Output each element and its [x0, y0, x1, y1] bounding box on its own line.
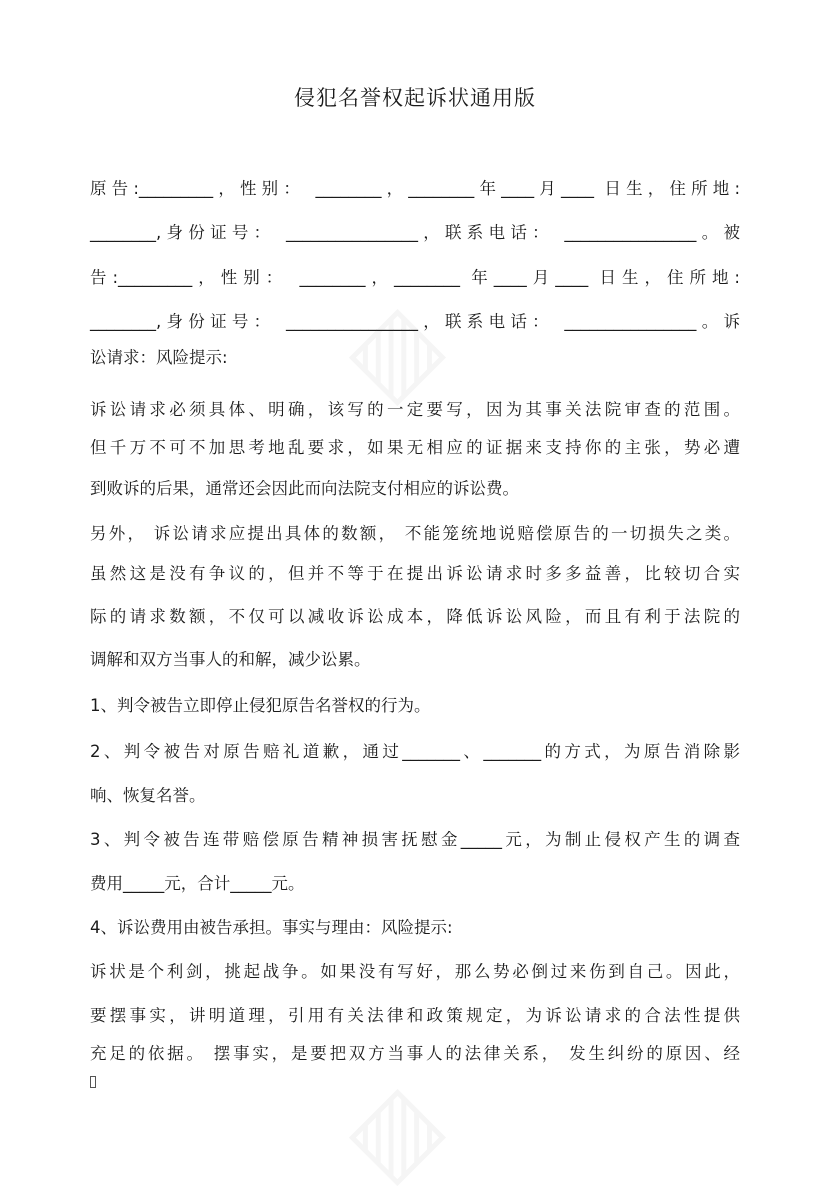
- claims-heading: 讼请求：风险提示:: [90, 348, 228, 367]
- plaintiff-line-1: 原告:_________，性别： ________，________年____月____ 日生，住所地:: [90, 179, 740, 198]
- paragraph-line: 诉状是个利剑，挑起战争。如果没有写好，那么势必倒过来伤到自己。因此，: [90, 962, 740, 981]
- claim-item-3: 3、判令被告连带赔偿原告精神损害抚慰金_____元，为制止侵权产生的调查: [90, 830, 740, 849]
- plaintiff-line-2: ________,身份证号： ________________，联系电话： ________________。被: [90, 223, 740, 242]
- paragraph-line: 另外， 诉讼请求应提出具体的数额， 不能笼统地说赔偿原告的一切损失之类。: [90, 524, 740, 543]
- paragraph-line: 要摆事实，讲明道理，引用有关法律和政策规定，为诉讼请求的合法性提供: [90, 1006, 740, 1025]
- paragraph-line: 但千万不可不加思考地乱要求，如果无相应的证据来支持你的主张，势必遭: [90, 438, 740, 457]
- paragraph-line: 际的请求数额，不仅可以减收诉讼成本，降低诉讼风险，而且有利于法院的: [90, 607, 740, 626]
- defendant-line-1: 告:_________，性别： ________，________ 年____月____ 日生，住所地:: [90, 268, 740, 287]
- watermark: [335, 1065, 469, 1199]
- paragraph-line: 调解和双方当事人的和解，减少讼累。: [90, 650, 371, 669]
- paragraph-line: 充足的依据。 摆事实，是要把双方当事人的法律关系， 发生纠纷的原因、经: [90, 1044, 740, 1063]
- claim-item-4: 4、诉讼费用由被告承担。事实与理由：风险提示:: [90, 918, 453, 937]
- claim-item-1: 1、判令被告立即停止侵犯原告名誉权的行为。: [90, 696, 431, 715]
- document-title: 侵犯名誉权起诉状通用版: [294, 86, 536, 110]
- paragraph-line: 到败诉的后果，通常还会因此而向法院支付相应的诉讼费。: [90, 479, 519, 498]
- paragraph-line: 虽然这是没有争议的，但并不等于在提出诉讼请求时多多益善，比较切合实: [90, 564, 740, 583]
- claim-item-2-cont: 响、恢复名誉。: [90, 786, 206, 805]
- claim-item-3-cont: 费用_____元，合计_____元。: [90, 874, 305, 893]
- claim-item-2: 2、判令被告对原告赔礼道歉，通过_______、_______的方式，为原告消除影: [90, 742, 740, 761]
- paragraph-line: 诉讼请求必须具体、明确，该写的一定要写，因为其事关法院审查的范围。: [90, 400, 740, 419]
- defendant-line-2: ________,身份证号： ________________，联系电话： ________________。诉: [90, 312, 740, 331]
- missing-glyph-mark: [90, 1076, 96, 1088]
